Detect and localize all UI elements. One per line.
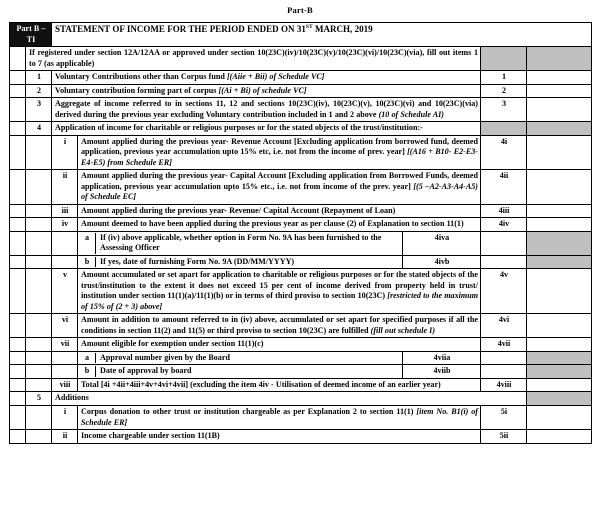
value-cell[interactable]	[527, 269, 592, 314]
row-description	[78, 314, 481, 338]
row-code: 4iv	[481, 218, 527, 232]
sub-item-letter: a	[84, 352, 90, 362]
row-description: Amount deemed to have been applied during the previous year as per clause (2) of Explanation to section 11(1)	[78, 218, 481, 232]
row-label: If yes, date of furnishing Form No. 9A (DD/MM/YYYY)	[96, 257, 401, 268]
row-code: 4iva	[403, 231, 481, 255]
shaded-cell	[481, 122, 527, 136]
row-reference: [(A16 + B10- E2-E3-E4-E5) from Schedule ER]	[81, 147, 478, 167]
spacer-cell	[26, 351, 52, 365]
spacer-cell	[10, 378, 26, 392]
spacer-cell	[26, 135, 52, 170]
value-cell[interactable]	[481, 255, 527, 269]
spacer-cell	[10, 269, 26, 314]
sub-item-cell	[78, 365, 403, 379]
value-cell[interactable]	[481, 365, 527, 379]
table-row	[10, 405, 592, 429]
row-code: 4ivb	[403, 255, 481, 269]
table-row	[10, 204, 592, 218]
row-number: 2	[26, 84, 52, 98]
row-label: Corpus donation to other trust or institution chargeable as per Explanation 2 to section 11(1)	[81, 406, 417, 416]
shaded-cell	[527, 365, 592, 379]
value-cell[interactable]	[481, 231, 527, 255]
table-row	[10, 71, 592, 85]
spacer-cell	[26, 269, 52, 314]
row-number: 3	[26, 98, 52, 122]
spacer-cell	[10, 365, 26, 379]
sub-item-letter: a	[84, 232, 90, 242]
spacer-cell	[10, 430, 26, 444]
spacer-cell	[10, 255, 26, 269]
row-description	[78, 269, 481, 314]
row-label: Amount applied during the previous year- Capital Account [Excluding application from Borrowed Funds, deemed application, previous year accumulation upto 15% etc., i.e. not from income of the prev. year]	[81, 171, 478, 191]
sub-row-numeral: ii	[52, 430, 78, 444]
statement-title-post: MARCH, 2019	[312, 24, 373, 34]
row-label: Approval number given by the Board	[96, 353, 401, 364]
row-reference: [(Ai + Bi) of schedule VC]	[218, 85, 307, 95]
row-code: 4vii	[481, 338, 527, 352]
spacer-cell	[26, 231, 52, 255]
value-cell[interactable]	[527, 405, 592, 429]
page-title: Part-B	[287, 5, 313, 15]
spacer-cell	[52, 365, 78, 379]
row-code: 4viii	[481, 378, 527, 392]
value-cell[interactable]	[527, 378, 592, 392]
row-code: 3	[481, 98, 527, 122]
table-row	[10, 218, 592, 232]
row-description	[52, 71, 481, 85]
row-label: Date of approval by board	[96, 366, 401, 377]
row-description	[78, 170, 481, 205]
value-cell[interactable]	[527, 71, 592, 85]
table-row	[10, 135, 592, 170]
row-description: Additions	[52, 392, 527, 406]
spacer-cell	[10, 135, 26, 170]
spacer-cell	[26, 378, 52, 392]
table-row	[10, 392, 592, 406]
ordinal-suffix: ST	[305, 24, 313, 30]
row-code: 4vi	[481, 314, 527, 338]
shaded-cell	[527, 122, 592, 136]
row-code: 4ii	[481, 170, 527, 205]
statement-title-pre: STATEMENT OF INCOME FOR THE PERIOD ENDED ON 31	[55, 24, 306, 34]
shaded-cell	[527, 392, 592, 406]
row-reference: (fill out schedule I)	[370, 325, 436, 335]
part-tag: Part B – TI	[10, 23, 52, 47]
row-code: 1	[481, 71, 527, 85]
spacer-cell	[10, 122, 26, 136]
sub-row-numeral: vi	[52, 314, 78, 338]
row-description: Amount eligible for exemption under section 11(1)(c)	[78, 338, 481, 352]
statement-title	[52, 23, 592, 47]
spacer-cell	[10, 71, 26, 85]
table-row	[10, 351, 592, 365]
sub-item-cell	[78, 351, 403, 365]
row-code: 4viia	[403, 351, 481, 365]
table-row	[10, 338, 592, 352]
spacer-cell	[10, 84, 26, 98]
table-row	[10, 231, 592, 255]
row-description: Amount applied during the previous year- Revenue/ Capital Account (Repayment of Loan)	[78, 204, 481, 218]
spacer-cell	[10, 351, 26, 365]
table-row	[10, 365, 592, 379]
spacer-cell	[52, 351, 78, 365]
row-label: Voluntary contribution forming part of corpus	[55, 85, 219, 95]
value-cell[interactable]	[527, 338, 592, 352]
spacer-cell	[10, 405, 26, 429]
row-code: 4viib	[403, 365, 481, 379]
row-code: 4v	[481, 269, 527, 314]
sub-item-letter: b	[84, 256, 90, 266]
row-reference: [(5 –A2-A3-A4-A5) of Schedule EC]	[81, 181, 479, 202]
spacer-cell	[10, 47, 26, 71]
value-cell[interactable]	[527, 84, 592, 98]
value-cell[interactable]	[527, 204, 592, 218]
value-cell[interactable]	[527, 135, 592, 170]
table-row	[10, 269, 592, 314]
value-cell[interactable]	[527, 218, 592, 232]
row-description	[78, 405, 481, 429]
instruction-text: If registered under section 12A/12AA or approved under section 10(23C)(iv)/10(23C)(v)/10(23C)(vi)/10(23C)(via), fill out items 1 to 7 (as applicable)	[26, 47, 481, 71]
row-reference: [restricted to the maximum of 15% of (2 + 3) above]	[81, 291, 478, 311]
table-row	[10, 84, 592, 98]
table-row	[10, 255, 592, 269]
row-label: Amount accumulated or set apart for application to charitable or religious purposes or for the stated objects of the trust/institution to the extent it does not exceed 15 per cent of income derived from property held in trust/ institution under section 11(1)(a)/11(1)(b) or in terms of third proviso to section 10(23C)	[81, 270, 478, 301]
table-row	[10, 430, 592, 444]
table-row	[10, 378, 592, 392]
shaded-cell	[527, 255, 592, 269]
row-code: 4i	[481, 135, 527, 170]
shaded-cell	[527, 47, 592, 71]
table-row-instruction	[10, 47, 592, 71]
row-description	[78, 135, 481, 170]
row-description	[52, 98, 481, 122]
sub-row-numeral: iii	[52, 204, 78, 218]
spacer-cell	[10, 338, 26, 352]
sub-row-numeral: i	[52, 405, 78, 429]
row-code: 5i	[481, 405, 527, 429]
spacer-cell	[26, 218, 52, 232]
row-label: If (iv) above applicable, whether option in Form No. 9A has been furnished to the Assessing Officer	[96, 233, 401, 254]
table-row	[10, 122, 592, 136]
shaded-cell	[527, 351, 592, 365]
spacer-cell	[10, 392, 26, 406]
spacer-cell	[10, 314, 26, 338]
table-row	[10, 98, 592, 122]
shaded-cell	[527, 231, 592, 255]
sub-row-numeral: v	[52, 269, 78, 314]
table-row	[10, 170, 592, 205]
value-cell[interactable]	[527, 430, 592, 444]
row-code: 4iii	[481, 204, 527, 218]
sub-row-numeral: viii	[52, 378, 78, 392]
spacer-cell	[10, 98, 26, 122]
spacer-cell	[26, 338, 52, 352]
spacer-cell	[10, 218, 26, 232]
row-label: Amount applied during the previous year- Revenue Account [Excluding application from borrowed fund, deemed application, previous year accumulation upto 15% etc, i.e. not from the income of prev. year]	[81, 136, 478, 157]
row-number: 4	[26, 122, 52, 136]
row-label: Voluntary Contributions other than Corpus fund	[55, 72, 227, 82]
value-cell[interactable]	[527, 98, 592, 122]
spacer-cell	[26, 255, 52, 269]
sub-row-numeral: vii	[52, 338, 78, 352]
row-reference: [(Aiie + Bii) of Schedule VC]	[226, 72, 325, 82]
sub-row-numeral: i	[52, 135, 78, 170]
sub-row-numeral: iv	[52, 218, 78, 232]
income-statement-table	[9, 22, 592, 444]
row-description: Total [4i +4ii+4iii+4v+4vi+4vii] (excluding the item 4iv - Utilisation of deemed income of an earlier year)	[78, 378, 481, 392]
spacer-cell	[10, 204, 26, 218]
spacer-cell	[26, 314, 52, 338]
row-reference: [item No. B1(i) of Schedule ER]	[81, 406, 478, 427]
row-number: 5	[26, 392, 52, 406]
spacer-cell	[10, 231, 26, 255]
row-code: 5ii	[481, 430, 527, 444]
row-reference: (10 of Schedule AI)	[378, 109, 444, 119]
row-description: Income chargeable under section 11(1B)	[78, 430, 481, 444]
row-code: 2	[481, 84, 527, 98]
value-cell[interactable]	[527, 314, 592, 338]
value-cell[interactable]	[527, 170, 592, 205]
sub-item-cell	[78, 255, 403, 269]
row-description	[52, 84, 481, 98]
sub-item-letter: b	[84, 366, 90, 376]
table-row	[10, 314, 592, 338]
spacer-cell	[10, 170, 26, 205]
spacer-cell	[26, 365, 52, 379]
spacer-cell	[52, 255, 78, 269]
row-description: Application of income for charitable or religious purposes or for the stated objects of the trust/institution:-	[52, 122, 481, 136]
value-cell[interactable]	[481, 351, 527, 365]
table-row-header	[10, 23, 592, 47]
row-label: Aggregate of income referred to in sections 11, 12 and sections 10(23C)(iv), 10(23C)(v), 10(23C)(vi) and 10(23C)(via) derived during the previous year excluding Voluntary contribution included in 1 and 2 above	[55, 99, 478, 119]
row-label: Amount in addition to amount referred to in (iv) above, accumulated or set apart for specified purposes if all the conditions in section 11(2) and 11(5) or third proviso to section 10(23C) are fulfilled	[81, 315, 478, 335]
spacer-cell	[26, 405, 52, 429]
sub-item-cell	[78, 231, 403, 255]
spacer-cell	[52, 231, 78, 255]
spacer-cell	[26, 430, 52, 444]
shaded-cell	[481, 47, 527, 71]
spacer-cell	[26, 204, 52, 218]
spacer-cell	[26, 170, 52, 205]
row-number: 1	[26, 71, 52, 85]
sub-row-numeral: ii	[52, 170, 78, 205]
